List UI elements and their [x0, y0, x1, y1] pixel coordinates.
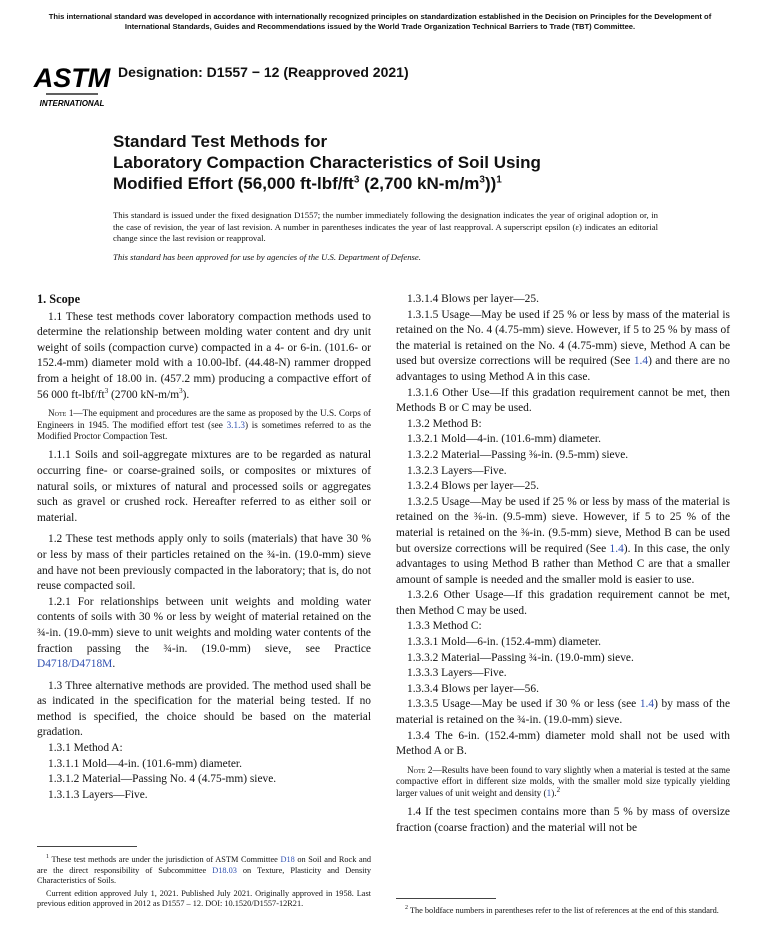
- title-line-1: Standard Test Methods for: [113, 132, 328, 151]
- note-2-end: ).: [551, 787, 557, 798]
- para-1-1-end: ).: [182, 388, 190, 401]
- para-1-3-2-5: [396, 495, 730, 589]
- note-1-end: ) is sometimes referred to as the Modified Proctor Compaction Test.: [37, 419, 371, 441]
- para-1-1: [37, 310, 371, 404]
- para-1-1-mid: (2700 kN-m/m: [108, 388, 180, 401]
- note-2: [396, 765, 730, 799]
- intro-approval: This standard has been approved for use by agencies of the U.S. Department of Defense.: [113, 251, 421, 262]
- para-1-2-1: [37, 595, 371, 673]
- para-1-3-2-6: 1.3.2.6 Other Usage—If this gradation requirement cannot be met, then Method C may be used.: [396, 589, 730, 617]
- para-1-3-3-2: 1.3.3.2 Material—Passing ¾-in. (19.0-mm) sieve.: [407, 651, 634, 664]
- para-1-1-text: 1.1 These test methods cover laboratory compaction methods used to determine the relationship between molding water content and dry unit weight of soils (compaction curve) compacted in a 4- or 6-in. (101.6- or 152.4-mm) diameter mold with a 10.00-lbf. (44.48-N) rammer dropped from a height of 18.00 in. (457.2 mm) producing a compactive effort of 56 000 ft-lbf/ft: [37, 310, 371, 401]
- title-line-3-part-c: )): [484, 174, 497, 193]
- link-1-4[interactable]: 1.4: [609, 542, 624, 555]
- footnote-1: [37, 855, 371, 887]
- para-1-3-3-5: [396, 697, 730, 728]
- note-2-text: —Results have been found to vary slightly when a material is tested at the same compactive effort in different size molds, with the smaller mold size typically yielding larger values of unit weight and density (: [396, 764, 730, 798]
- footnote-1-text-b: on Soil and Rock and are the direct responsibility of Subcommittee: [37, 855, 371, 875]
- intro-paragraph: This standard is issued under the fixed designation D1557; the number immediately following the designation indicates the year of original adoption or, in the case of revision, the year of last revision. A number in parentheses indicates the year of last reapproval. A superscript epsilon (ε) indicates an editorial change since the last revision or reapproval.: [113, 210, 658, 243]
- para-1-3-3-1: 1.3.3.1 Mold—6-in. (152.4-mm) diameter.: [407, 636, 601, 649]
- footnote-2-ref: 2: [556, 785, 561, 794]
- para-1-3-4: 1.3.4 The 6-in. (152.4-mm) diameter mold shall not be used with Method A or B.: [396, 729, 730, 758]
- link-3-1-3[interactable]: 3.1.3: [226, 419, 245, 430]
- footnote-rule-right: [396, 898, 496, 899]
- para-1-3-2-5-text: 1.3.2.5 Usage—May be used if 25 % or less by mass of the material is retained on the ⅜-in. (9.5-mm) sieve. However, if 5 to 25 % of the material is retained on the ⅜-in. (9.5-mm) sieve, Method B can be used but oversize corrections will be required (See: [396, 495, 730, 555]
- para-1-3-1-6: 1.3.1.6 Other Use—If this gradation requirement cannot be met, then Methods B or C may be used.: [396, 386, 730, 415]
- para-1-3-3-4: 1.3.3.4 Blows per layer—56.: [407, 682, 539, 695]
- para-1-3-1-5: [396, 308, 730, 386]
- para-1-3-1-5-end: ) and there are no advantages to using Method A in this case.: [396, 355, 730, 383]
- para-1-3-2-1: 1.3.2.1 Mold—4-in. (101.6-mm) diameter.: [407, 433, 601, 446]
- note-2-label: Note 2: [407, 764, 433, 775]
- logo-word: INTERNATIONAL: [39, 99, 105, 108]
- title-line-3-part-b: (2,700 kN-m/m: [359, 174, 480, 193]
- footnote-1-mark: 1: [46, 854, 49, 861]
- note-1-text: —The equipment and procedures are the same as proposed by the U.S. Corps of Engineers in 1945. The modified effort test (see: [37, 408, 371, 430]
- page-title: [113, 131, 713, 194]
- para-1-3-3-3: 1.3.3.3 Layers—Five.: [407, 667, 507, 680]
- title-line-3-part-a: Modified Effort (56,000 ft-lbf/ft: [113, 174, 354, 193]
- header-notice: This international standard was developed in accordance with internationally recognized principles on standardization established in the Decision on Principles for the Development of International Standards, Guides and Recommendations issued by the World Trade Organization Technical Barriers to Trade (TBT) Committee.: [48, 12, 712, 31]
- para-1-3-2-2: 1.3.2.2 Material—Passing ⅜-in. (9.5-mm) sieve.: [407, 448, 629, 461]
- left-column: [37, 292, 371, 803]
- para-1-3-1-1: 1.3.1.1 Mold—4-in. (101.6-mm) diameter.: [48, 757, 242, 770]
- footnote-2-mark: 2: [405, 905, 408, 912]
- footnote-1-text-c: on Texture, Plasticity and Density Characteristics of Soils.: [37, 865, 372, 886]
- para-1-3-2-3: 1.3.2.3 Layers—Five.: [407, 464, 507, 477]
- footnote-2-text: The boldface numbers in parentheses refer to the list of references at the end of this standard.: [408, 906, 719, 915]
- para-1-1-1: 1.1.1 Soils and soil-aggregate mixtures are to be regarded as natural occurring fine- or coarse-grained soils, or composites or mixtures of natural soils, or mixtures of natural and processed soils or aggregates such as gravel or crushed rock. Hereafter referred to as either soil or material.: [37, 449, 371, 524]
- para-1-3-1-2: 1.3.1.2 Material—Passing No. 4 (4.75-mm) sieve.: [48, 773, 277, 786]
- link-1-4[interactable]: 1.4: [639, 698, 655, 711]
- note-1: [37, 408, 371, 442]
- para-1-3-3-5-end: ) by mass of the material is retained on the ¾-in. (19.0-mm) sieve.: [396, 698, 730, 727]
- title-footnote-ref: 1: [496, 174, 502, 186]
- para-1-3-2-5-end: ). In this case, the only advantages to using Method B rather than Method C are that a smaller amount of sample is needed and the smaller mold is easier to use.: [396, 542, 730, 586]
- link-d4718[interactable]: D4718/D4718M: [37, 658, 113, 671]
- title-superscript: 3: [479, 174, 485, 186]
- footnote-rule-left: [37, 846, 137, 847]
- para-1-3-1-5-text: 1.3.1.5 Usage—May be used if 25 % or less by mass of the material is retained on the No. 4 (4.75-mm) sieve. However, if 5 to 25 % by mass of the material is retained on the No. 4 (4.75-mm) sieve, Method A can be used but oversize corrections will be required (See: [396, 308, 730, 368]
- logo-letters: ASTM: [33, 63, 111, 93]
- para-1-3-2: 1.3.2 Method B:: [407, 417, 482, 430]
- title-line-2: Laboratory Compaction Characteristics of Soil Using: [113, 153, 541, 172]
- right-column: [396, 292, 730, 836]
- footnote-2: [396, 906, 730, 917]
- para-1-3-2-4: 1.3.2.4 Blows per layer—25.: [407, 480, 539, 493]
- para-1-2-1-text: 1.2.1 For relationships between unit weights and molding water contents of soils with 30 % or less by weight of material retained on the ¾-in. (19.0-mm) sieve to unit weights and molding water contents of the fraction passing the ¾-in. (19.0-mm) sieve, see Practice: [37, 595, 371, 655]
- link-d18-03[interactable]: D18.03: [212, 865, 237, 875]
- link-1-4[interactable]: 1.4: [633, 355, 649, 368]
- astm-logo: [33, 50, 111, 110]
- para-1-4: 1.4 If the test specimen contains more than 5 % by mass of oversize fraction (coarse fraction) and the material will not be: [396, 806, 730, 834]
- para-1-2-1-end: .: [112, 658, 116, 671]
- footnotes-right: [396, 906, 730, 917]
- link-d18[interactable]: D18: [280, 855, 295, 864]
- para-1-3-3: 1.3.3 Method C:: [407, 620, 482, 633]
- footnotes-left: [37, 855, 371, 910]
- title-line-3: [113, 173, 713, 194]
- para-1-3-1-3: 1.3.1.3 Layers—Five.: [48, 788, 148, 801]
- link-reference-1[interactable]: 1: [546, 787, 552, 798]
- para-1-3-3-5-text: 1.3.3.5 Usage—May be used if 30 % or less (see: [407, 698, 640, 711]
- para-1-3-1-4: 1.3.1.4 Blows per layer—25.: [407, 293, 539, 305]
- footnote-1-text-a: These test methods are under the jurisdiction of ASTM Committee: [49, 855, 281, 864]
- designation: Designation: D1557 − 12 (Reapproved 2021): [118, 64, 409, 80]
- para-1-2: 1.2 These test methods apply only to soils (materials) that have 30 % or less by mass of their particles retained on the ¾-in. (19.0-mm) sieve and have not been previously compacted in the laboratory; that is, do not reuse compacted soil.: [37, 533, 371, 593]
- superscript: 3: [104, 386, 109, 395]
- note-1-label: Note 1: [48, 408, 74, 419]
- section-heading-scope: 1. Scope: [37, 292, 81, 306]
- intro-block: [113, 210, 658, 263]
- para-1-3: 1.3 Three alternative methods are provided. The method used shall be as indicated in the specification for the material being tested. If no method is specified, the choice should be based on the material gradation.: [37, 679, 371, 739]
- para-1-3-1: 1.3.1 Method A:: [48, 742, 123, 755]
- superscript: 3: [179, 386, 183, 395]
- title-superscript: 3: [353, 174, 360, 186]
- footnote-1-edition: Current edition approved July 1, 2021. Published July 2021. Originally approved in 1958. Last previous edition approved in 2012 as D1557 – 12. DOI: 10.1520/D1557-12R21.: [37, 888, 371, 909]
